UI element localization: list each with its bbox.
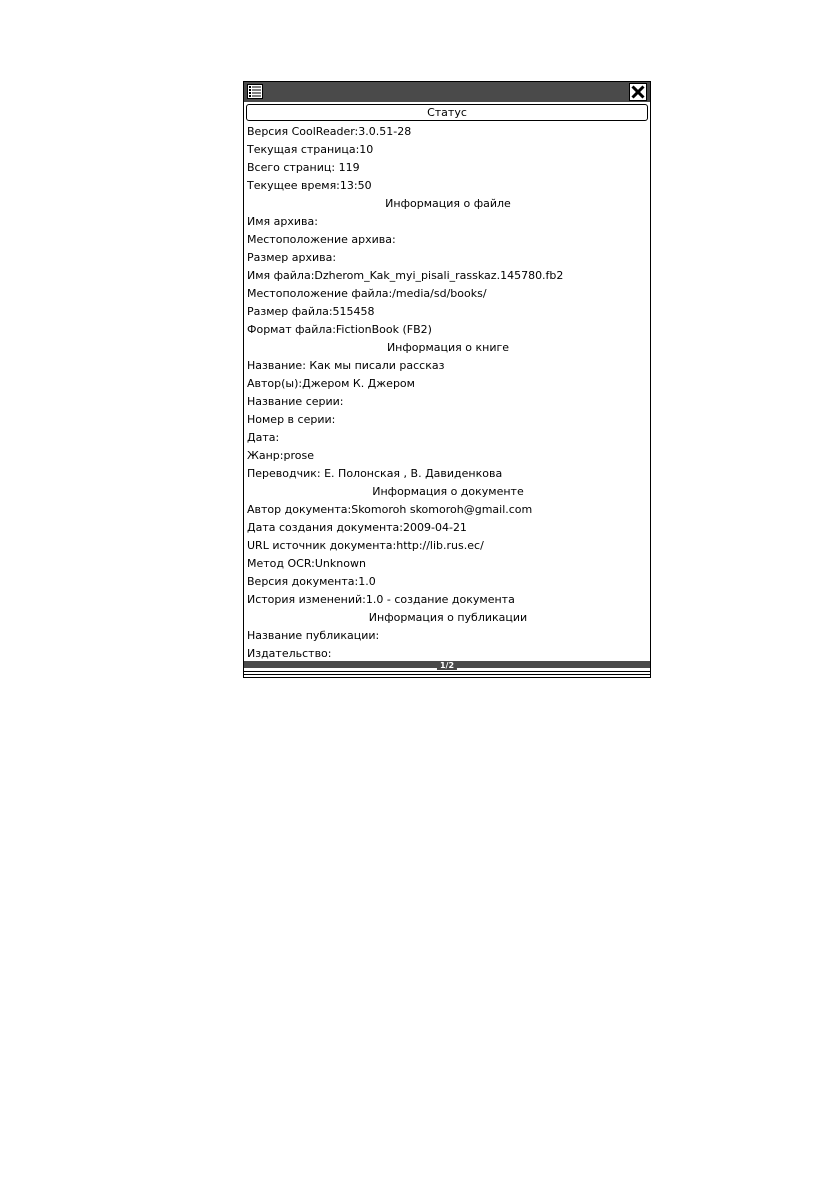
file-format-row: Формат файла:FictionBook (FB2) bbox=[247, 323, 432, 336]
footer-divider bbox=[244, 674, 650, 675]
section-header-pub-info: Информация о публикации bbox=[368, 611, 528, 624]
total-pages-row: Всего страниц: 119 bbox=[247, 161, 360, 174]
version-row: Версия CoolReader:3.0.51-28 bbox=[247, 125, 412, 138]
doc-version-row: Версия документа:1.0 bbox=[247, 575, 376, 588]
series-name-row: Название серии: bbox=[247, 395, 344, 408]
pub-title-row: Название публикации: bbox=[247, 629, 380, 642]
series-number-row: Номер в серии: bbox=[247, 413, 336, 426]
translator-row: Переводчик: Е. Полонская , В. Давиденкова bbox=[247, 467, 503, 480]
file-name-row: Имя файла:Dzherom_Kak_myi_pisali_rasskaz.145780.fb2 bbox=[247, 269, 564, 282]
publisher-row: Издательство: bbox=[247, 647, 332, 660]
ocr-method-row: Метод OCR:Unknown bbox=[247, 557, 366, 570]
page-footer bbox=[244, 661, 650, 677]
status-dialog bbox=[243, 81, 651, 678]
section-header-doc-info: Информация о документе bbox=[372, 485, 524, 498]
file-location-row: Местоположение файла:/media/sd/books/ bbox=[247, 287, 487, 300]
tab-status[interactable]: Статус bbox=[246, 104, 648, 121]
section-header-book-info: Информация о книге bbox=[386, 341, 510, 354]
book-author-row: Автор(ы):Джером К. Джером bbox=[247, 377, 415, 390]
title-bar bbox=[244, 82, 650, 102]
doc-author-row: Автор документа:Skomoroh skomoroh@gmail.com bbox=[247, 503, 533, 516]
doc-history-row: История изменений:1.0 - создание документа bbox=[247, 593, 515, 606]
footer-divider bbox=[244, 671, 650, 672]
file-size-row: Размер файла:515458 bbox=[247, 305, 375, 318]
genre-row: Жанр:prose bbox=[247, 449, 314, 462]
date-row: Дата: bbox=[247, 431, 280, 444]
info-list bbox=[247, 123, 649, 663]
doc-date-row: Дата создания документа:2009-04-21 bbox=[247, 521, 467, 534]
close-button[interactable] bbox=[629, 83, 647, 101]
archive-name-row: Имя архива: bbox=[247, 215, 318, 228]
close-icon bbox=[630, 84, 646, 100]
current-page-row: Текущая страница:10 bbox=[247, 143, 374, 156]
section-header-file-info: Информация о файле bbox=[385, 197, 511, 210]
doc-source-url-row: URL источник документа:http://lib.rus.ec/ bbox=[247, 539, 484, 552]
page-indicator: 1/2 bbox=[437, 661, 457, 670]
menu-list-icon[interactable] bbox=[247, 84, 263, 99]
book-title-row: Название: Как мы писали рассказ bbox=[247, 359, 445, 372]
archive-location-row: Местоположение архива: bbox=[247, 233, 396, 246]
current-time-row: Текущее время:13:50 bbox=[247, 179, 372, 192]
archive-size-row: Размер архива: bbox=[247, 251, 337, 264]
